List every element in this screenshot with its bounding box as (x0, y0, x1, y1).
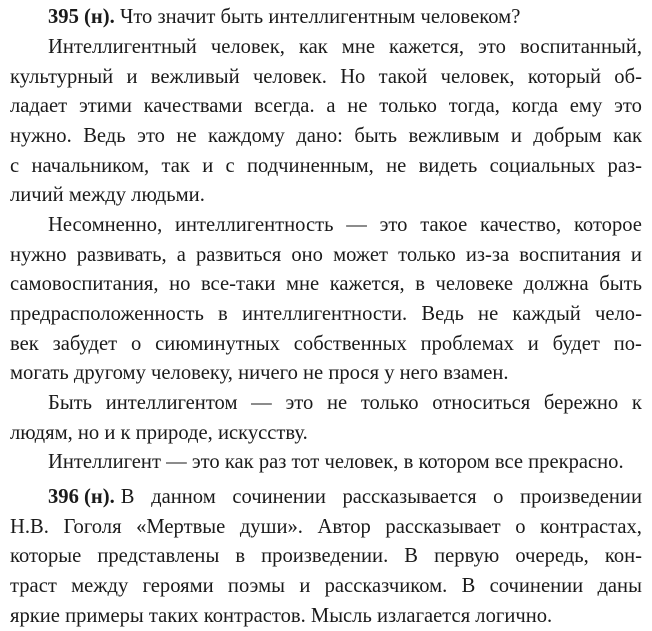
word: В (120, 486, 135, 508)
word: но (169, 273, 191, 295)
word: этими (78, 95, 132, 117)
word: души». (239, 516, 303, 538)
word: только (398, 244, 456, 266)
word: человеке (435, 273, 513, 295)
word: не (326, 392, 348, 414)
text-line (10, 121, 642, 151)
word: о (515, 516, 526, 538)
word: о (493, 486, 504, 508)
word: начальником, (31, 155, 150, 177)
word: представлены (97, 545, 220, 567)
word: так (161, 155, 190, 177)
word: об- (614, 66, 642, 88)
word: развиться (195, 244, 282, 266)
word: первую (434, 545, 500, 567)
word: даны (597, 575, 642, 597)
word: качествами (143, 95, 243, 117)
word: развивать, (76, 244, 167, 266)
text-line: могать другому человеку, ничего не прося у него взамен. (10, 362, 509, 384)
word: все-таки (200, 273, 276, 295)
text-line (48, 210, 642, 240)
word: всегда. (254, 95, 315, 117)
text-line (10, 299, 642, 329)
word: а (326, 95, 336, 117)
word: это (285, 392, 314, 414)
entry-question: Что значит быть интеллигентным человеком? (119, 6, 521, 28)
word: интеллигентом (105, 392, 238, 414)
text-line: людям, но и к природе, искусству. (10, 422, 308, 444)
word: по- (613, 333, 642, 355)
word: произведении (520, 486, 642, 508)
word: воспитания (519, 244, 621, 266)
entry-396-heading (48, 482, 642, 512)
word: с (225, 155, 235, 177)
text-line: яркие примеры таких контрастов. Мысль излагается логично. (10, 605, 553, 627)
word: может (333, 244, 388, 266)
word: добрым (533, 125, 602, 147)
word: век (10, 333, 39, 355)
textbook-page (10, 0, 642, 627)
word: не (176, 125, 197, 147)
word: о (131, 333, 142, 355)
word: это (478, 36, 506, 58)
word: Несомненно, (48, 214, 163, 236)
word: воспитанный, (519, 36, 642, 58)
word: из-за (465, 244, 510, 266)
word: как (613, 125, 642, 147)
text-line (10, 240, 642, 270)
word: только (360, 392, 419, 414)
word: быть (354, 125, 398, 147)
word: героями (142, 575, 214, 597)
word: ему (569, 95, 603, 117)
word: — (251, 392, 272, 414)
word: кон- (604, 545, 642, 567)
word: такое (420, 214, 468, 236)
word: тогда, (448, 95, 500, 117)
word: и (527, 333, 539, 355)
word: предрасположенность (10, 303, 204, 325)
word: Интеллигентный (48, 36, 197, 58)
word: интеллигентность (175, 214, 334, 236)
word: мне (285, 273, 320, 295)
word: такой (378, 66, 428, 88)
word: бережно (543, 392, 619, 414)
word: интеллигентности. (241, 303, 408, 325)
word: кажется, (329, 273, 405, 295)
word: это (137, 125, 165, 147)
word: собственных (293, 333, 407, 355)
word: произведении. (261, 545, 389, 567)
word: «Мертвые (136, 516, 226, 538)
word: каждому (208, 125, 285, 147)
entry-number: 396 (н). (48, 486, 115, 508)
word: не (347, 95, 368, 117)
word: социальных (489, 155, 596, 177)
word: сиюминутных (155, 333, 280, 355)
word: которое (573, 214, 642, 236)
word: в (218, 303, 228, 325)
word: качество, (480, 214, 562, 236)
word: контрастах, (540, 516, 642, 538)
text-line (48, 32, 642, 62)
word: только (379, 95, 437, 117)
entry-395-heading (48, 2, 520, 32)
word: рассказчиком. (324, 575, 448, 597)
text-line (10, 91, 642, 121)
word: и (202, 155, 214, 177)
word: данном (151, 486, 216, 508)
word: человек, (210, 36, 285, 58)
word: вежливым (408, 125, 500, 147)
text-line (10, 329, 642, 359)
word: очередь, (515, 545, 589, 567)
word: видеть (418, 155, 478, 177)
word: ладает (10, 95, 68, 117)
word: с (10, 155, 20, 177)
word: когда (511, 95, 559, 117)
word: вежливый (150, 66, 240, 88)
entry-question (121, 482, 642, 512)
word: и (299, 575, 311, 597)
word: дано: (296, 125, 343, 147)
word: мне (341, 36, 375, 58)
word: быть (599, 273, 642, 295)
word: Гоголя (63, 516, 122, 538)
word: Ведь (83, 125, 126, 147)
word: рассказывает (385, 516, 501, 538)
word: каждый (512, 303, 581, 325)
word: будет (552, 333, 600, 355)
word: относиться (432, 392, 531, 414)
word: это (614, 95, 642, 117)
word: Н.В. (10, 516, 49, 538)
word: не (386, 155, 407, 177)
word: и (126, 66, 138, 88)
word: это (379, 214, 408, 236)
word: Автор (317, 516, 371, 538)
text-line (10, 62, 642, 92)
word: траст (10, 575, 57, 597)
entry-number: 395 (н). (48, 6, 115, 28)
word: В (461, 575, 476, 597)
word: которые (10, 545, 82, 567)
word: нужно (10, 244, 67, 266)
word: человек. (252, 66, 327, 88)
word: забудет (52, 333, 118, 355)
word: как (298, 36, 328, 58)
word: раз- (607, 155, 642, 177)
word: самовоспитания, (10, 273, 159, 295)
word: сочинении (489, 575, 584, 597)
word: а (176, 244, 186, 266)
word: и (630, 244, 642, 266)
word: подчиненным, (246, 155, 374, 177)
word: кажется, (389, 36, 464, 58)
text-line: личий между людьми. (10, 184, 205, 206)
word: рассказывается (342, 486, 477, 508)
word: Но (340, 66, 366, 88)
word: проблемах (420, 333, 514, 355)
word: должна (523, 273, 589, 295)
word: сочинении (232, 486, 326, 508)
word: в (415, 273, 425, 295)
word: в (235, 545, 246, 567)
word: человек, (440, 66, 515, 88)
word: который (527, 66, 602, 88)
word: Ведь (421, 303, 464, 325)
word: не (478, 303, 499, 325)
text-line (10, 269, 642, 299)
word: культурный (10, 66, 114, 88)
text-line (10, 512, 642, 542)
word: к (631, 392, 642, 414)
text-line: Интеллигент — это как раз тот человек, в котором все прекрасно. (48, 451, 624, 473)
word: и (510, 125, 522, 147)
text-line (10, 541, 642, 571)
text-line (10, 571, 642, 601)
text-line (48, 388, 642, 418)
word: В (404, 545, 419, 567)
word: поэмы (227, 575, 286, 597)
word: между (71, 575, 129, 597)
word: оно (291, 244, 323, 266)
word: Быть (48, 392, 93, 414)
text-line (10, 151, 642, 181)
word: — (346, 214, 367, 236)
word: нужно. (10, 125, 72, 147)
word: чело- (595, 303, 642, 325)
